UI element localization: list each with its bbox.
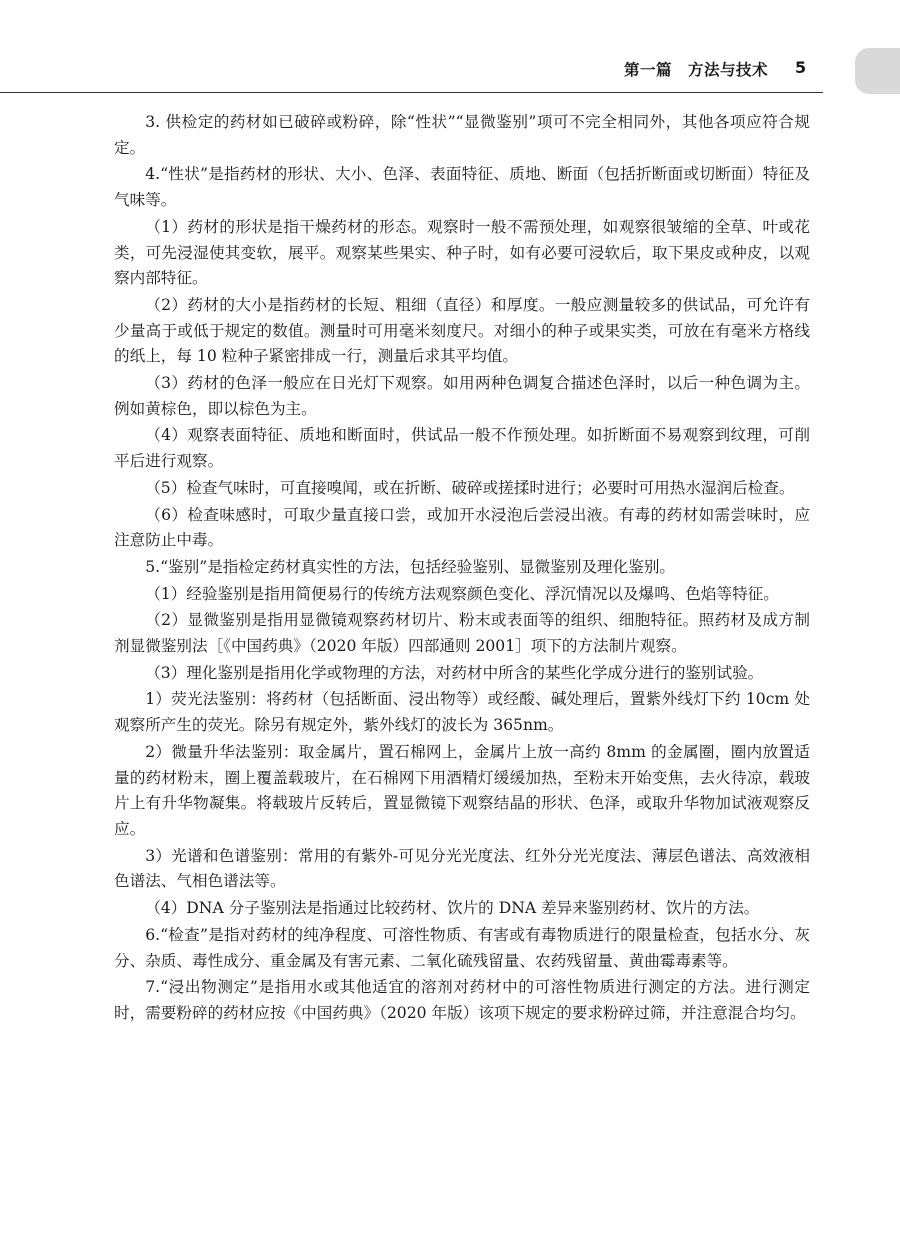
paragraph: 5.“鉴别”是指检定药材真实性的方法，包括经验鉴别、显微鉴别及理化鉴别。 — [145, 557, 676, 576]
paragraph: （3）药材的色泽一般应在日光灯下观察。如用两种色调复合描述色泽时，以后一种色调为主。例如黄棕色，即以棕色为主。 — [114, 374, 810, 418]
paragraph: （1）药材的形状是指干燥药材的形态。观察时一般不需预处理，如观察很皱缩的全草、叶或花类，可先浸湿使其变软，展平。观察某些果实、种子时，如有必要可浸软后，取下果皮或种皮，以观察内部特征。 — [114, 217, 810, 288]
paragraph: 3）光谱和色谱鉴别：常用的有紫外-可见分光光度法、红外分光光度法、薄层色谱法、高效液相色谱法、气相色谱法等。 — [114, 846, 810, 891]
paragraph: （6）检查味感时，可取少量直接口尝，或加开水浸泡后尝浸出液。有毒的药材如需尝味时，应注意防止中毒。 — [114, 505, 810, 550]
page-number: 5 — [795, 58, 807, 77]
paragraph: （2）药材的大小是指药材的长短、粗细（直径）和厚度。一般应测量较多的供试品，可允许有少量高于或低于规定的数值。测量时可用毫米刻度尺。对细小的种子或果实类，可放在有毫米方格线的纸上，每 10 粒种子紧密排成一行，测量后求其平均值。 — [114, 295, 810, 366]
paragraph: 3. 供检定的药材如已破碎或粉碎，除“性状”“显微鉴别”项可不完全相同外，其他各项应符合规定。 — [114, 113, 810, 157]
running-head: 第一篇 方法与技术 — [624, 61, 769, 79]
paragraph: 6.“检查”是指对药材的纯净程度、可溶性物质、有害或有毒物质进行的限量检查，包括水分、灰分、杂质、毒性成分、重金属及有害元素、二氧化硫残留量、农药残留量、黄曲霉毒素等。 — [114, 925, 810, 970]
body-text — [114, 110, 810, 1027]
header-rule — [0, 92, 823, 93]
paragraph: （1）经验鉴别是指用简便易行的传统方法观察颜色变化、浮沉情况以及爆鸣、色焰等特征。 — [145, 584, 779, 603]
page-header — [0, 58, 900, 88]
paragraph: （4）DNA 分子鉴别法是指通过比较药材、饮片的 DNA 差异来鉴别药材、饮片的方法。 — [145, 899, 760, 918]
paragraph: （3）理化鉴别是指用化学或物理的方法，对药材中所含的某些化学成分进行的鉴别试验。 — [145, 663, 764, 682]
paragraph: 7.“浸出物测定”是指用水或其他适宜的溶剂对药材中的可溶性物质进行测定的方法。进行测定时，需要粉碎的药材应按《中国药典》（2020 年版）该项下规定的要求粉碎过筛，并注意混合均匀。 — [114, 978, 810, 1022]
paragraph: 2）微量升华法鉴别：取金属片，置石棉网上，金属片上放一高约 8mm 的金属圈，圈内放置适量的药材粉末，圈上覆盖载玻片，在石棉网下用酒精灯缓缓加热，至粉末开始变焦，去火待凉，载玻片上有升华物凝集。将载玻片反转后，置显微镜下观察结晶的形状、色泽，或取升华物加试液观察反应。 — [114, 742, 810, 838]
thumb-tab — [855, 48, 900, 94]
paragraph: 1）荧光法鉴别：将药材（包括断面、浸出物等）或经酸、碱处理后，置紫外线灯下约 10cm 处观察所产生的荧光。除另有规定外，紫外线灯的波长为 365nm。 — [114, 690, 810, 735]
paragraph: （5）检查气味时，可直接嗅闻，或在折断、破碎或搓揉时进行；必要时可用热水湿润后检查。 — [145, 478, 795, 497]
paragraph: （4）观察表面特征、质地和断面时，供试品一般不作预处理。如折断面不易观察到纹理，可削平后进行观察。 — [114, 426, 810, 471]
paragraph: 4.“性状”是指药材的形状、大小、色泽、表面特征、质地、断面（包括折断面或切断面）特征及气味等。 — [114, 165, 810, 210]
paragraph: （2）显微鉴别是指用显微镜观察药材切片、粉末或表面等的组织、细胞特征。照药材及成方制剂显微鉴别法［《中国药典》（2020 年版）四部通则 2001］项下的方法制片观察。 — [114, 611, 810, 656]
